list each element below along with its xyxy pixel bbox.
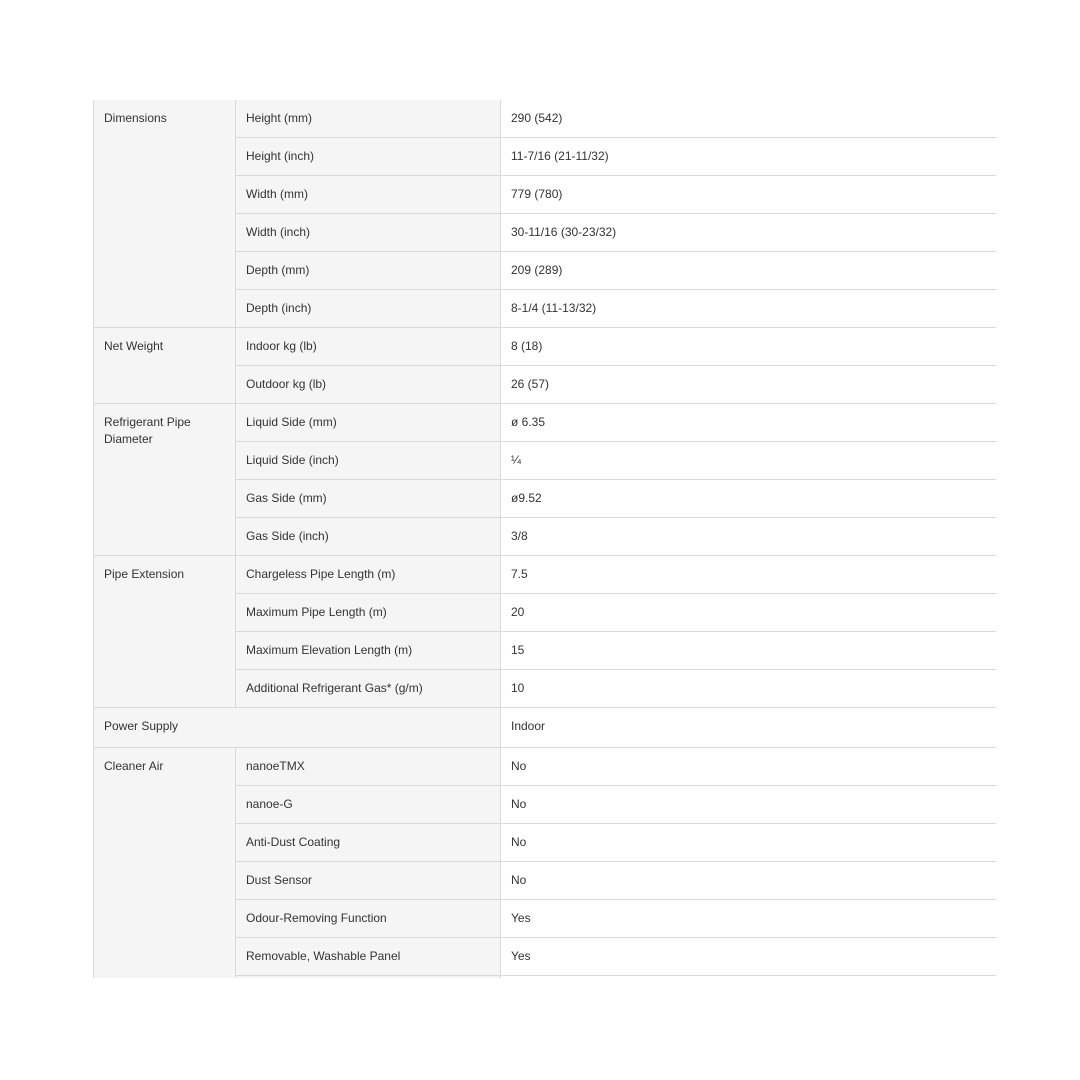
spec-value: 3/8 <box>501 518 997 556</box>
spec-value: 8-1/4 (11-13/32) <box>501 290 997 328</box>
spec-value-cutoff <box>501 976 997 979</box>
spec-value: No <box>501 786 997 824</box>
spec-value: 20 <box>501 594 997 632</box>
spec-value: 15 <box>501 632 997 670</box>
group-cleaner-air: Cleaner Air <box>94 748 236 979</box>
spec-value: 209 (289) <box>501 252 997 290</box>
spec-label: Additional Refrigerant Gas* (g/m) <box>236 670 501 708</box>
spec-value: No <box>501 748 997 786</box>
spec-label: Removable, Washable Panel <box>236 938 501 976</box>
spec-value: ø 6.35 <box>501 404 997 442</box>
group-refrigerant-pipe-diameter: Refrigerant Pipe Diameter <box>94 404 236 556</box>
group-pipe-extension: Pipe Extension <box>94 556 236 708</box>
spec-value: 26 (57) <box>501 366 997 404</box>
table-row <box>94 100 997 138</box>
spec-label: Height (mm) <box>236 100 501 138</box>
spec-label: Indoor kg (lb) <box>236 328 501 366</box>
spec-table <box>93 100 996 978</box>
spec-label: nanoe-G <box>236 786 501 824</box>
spec-label: Maximum Elevation Length (m) <box>236 632 501 670</box>
spec-label: Width (mm) <box>236 176 501 214</box>
table-row <box>94 404 997 442</box>
spec-label: nanoeTMX <box>236 748 501 786</box>
spec-label: Maximum Pipe Length (m) <box>236 594 501 632</box>
spec-value: ¼ <box>501 442 997 480</box>
table-row <box>94 556 997 594</box>
spec-value: 7.5 <box>501 556 997 594</box>
table-row <box>94 748 997 786</box>
spec-label: Liquid Side (inch) <box>236 442 501 480</box>
spec-label: Chargeless Pipe Length (m) <box>236 556 501 594</box>
spec-table-container <box>93 100 996 978</box>
group-power-supply: Power Supply <box>94 708 501 748</box>
spec-value: No <box>501 862 997 900</box>
spec-label: Anti-Dust Coating <box>236 824 501 862</box>
table-row <box>94 708 997 748</box>
spec-value: Indoor <box>501 708 997 748</box>
table-row <box>94 328 997 366</box>
spec-label: Depth (mm) <box>236 252 501 290</box>
spec-value: 11-7/16 (21-11/32) <box>501 138 997 176</box>
spec-label: Liquid Side (mm) <box>236 404 501 442</box>
spec-label: Dust Sensor <box>236 862 501 900</box>
spec-label: Gas Side (mm) <box>236 480 501 518</box>
spec-label: Odour-Removing Function <box>236 900 501 938</box>
group-dimensions: Dimensions <box>94 100 236 328</box>
spec-value: 290 (542) <box>501 100 997 138</box>
spec-value: ø9.52 <box>501 480 997 518</box>
spec-value: 779 (780) <box>501 176 997 214</box>
spec-value: No <box>501 824 997 862</box>
spec-value: Yes <box>501 938 997 976</box>
spec-label: Depth (inch) <box>236 290 501 328</box>
group-net-weight: Net Weight <box>94 328 236 404</box>
spec-value: 30-11/16 (30-23/32) <box>501 214 997 252</box>
spec-value: Yes <box>501 900 997 938</box>
spec-label: Height (inch) <box>236 138 501 176</box>
spec-label-cutoff <box>236 976 501 979</box>
spec-label: Outdoor kg (lb) <box>236 366 501 404</box>
spec-label: Gas Side (inch) <box>236 518 501 556</box>
spec-label: Width (inch) <box>236 214 501 252</box>
spec-value: 10 <box>501 670 997 708</box>
spec-value: 8 (18) <box>501 328 997 366</box>
